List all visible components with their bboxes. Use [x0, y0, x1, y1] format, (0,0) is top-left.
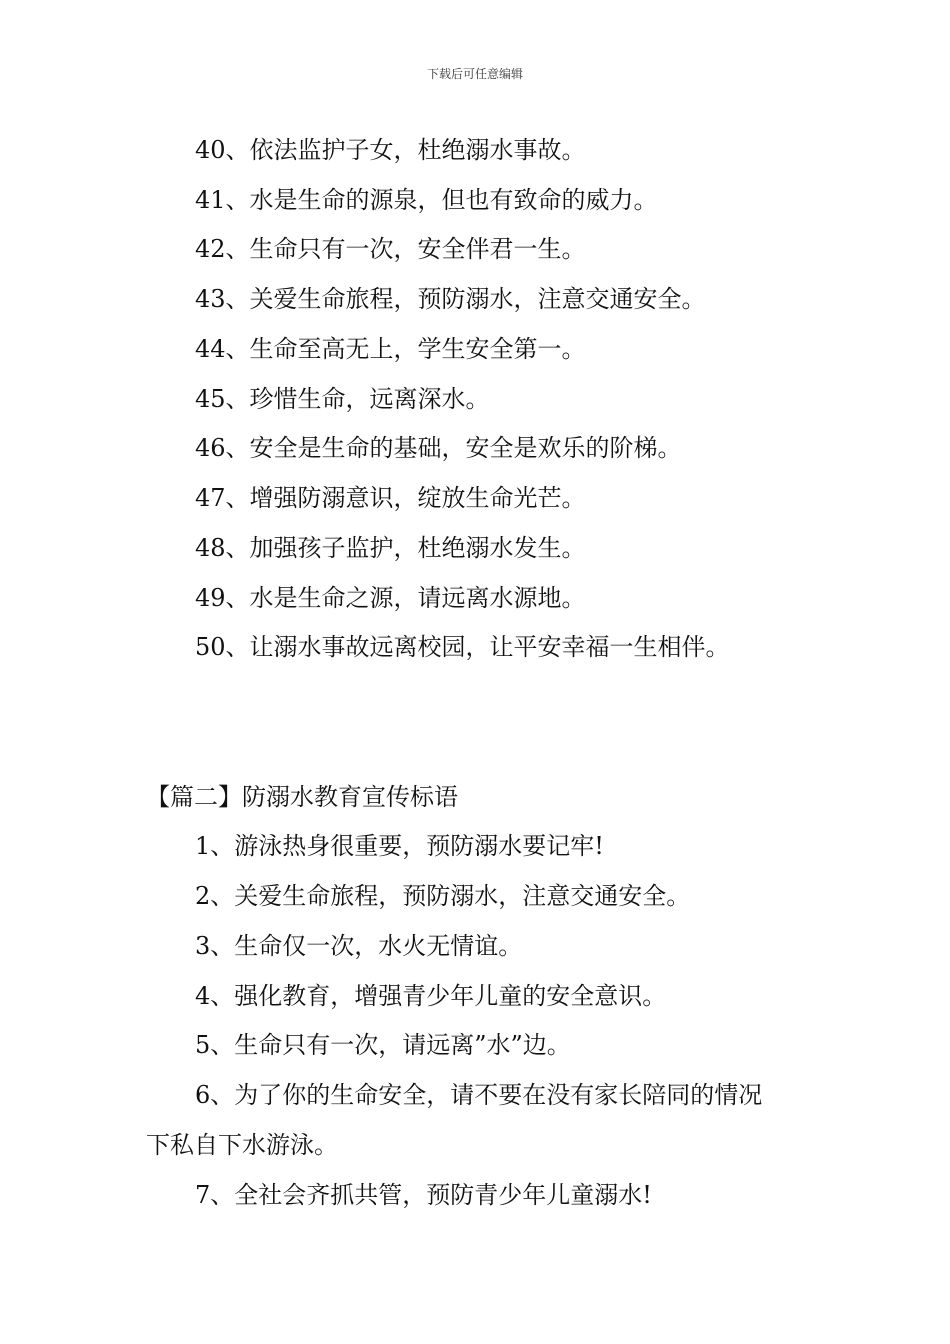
list-item-continuation: 下私自下水游泳。	[146, 1131, 338, 1159]
list-item: 1、游泳热身很重要，预防溺水要记牢!	[195, 832, 604, 860]
list-item: 48、加强孩子监护，杜绝溺水发生。	[195, 534, 586, 562]
list-item: 42、生命只有一次，安全伴君一生。	[195, 235, 586, 263]
list-item: 47、增强防溺意识，绽放生命光芒。	[195, 484, 586, 512]
section-title: 【篇二】防溺水教育宣传标语	[146, 783, 458, 811]
list-item: 49、水是生命之源，请远离水源地。	[195, 584, 586, 612]
list-item: 40、依法监护子女，杜绝溺水事故。	[195, 136, 586, 164]
list-item: 7、全社会齐抓共管，预防青少年儿童溺水!	[195, 1181, 652, 1209]
list-item: 45、珍惜生命，远离深水。	[195, 385, 490, 413]
list-item: 3、生命仅一次，水火无情谊。	[195, 932, 523, 960]
list-item: 46、安全是生命的基础，安全是欢乐的阶梯。	[195, 434, 682, 462]
list-item: 4、强化教育，增强青少年儿童的安全意识。	[195, 982, 667, 1010]
list-item: 2、关爱生命旅程，预防溺水，注意交通安全。	[195, 882, 691, 910]
list-item: 43、关爱生命旅程，预防溺水，注意交通安全。	[195, 285, 706, 313]
list-item: 44、生命至高无上，学生安全第一。	[195, 335, 586, 363]
list-item: 5、生命只有一次，请远离”水”边。	[195, 1031, 571, 1059]
list-item: 50、让溺水事故远离校园，让平安幸福一生相伴。	[195, 633, 730, 661]
list-item: 6、为了你的生命安全，请不要在没有家长陪同的情况	[195, 1081, 763, 1109]
list-item: 41、水是生命的源泉，但也有致命的威力。	[195, 186, 658, 214]
page-header: 下载后可任意编辑	[426, 67, 523, 81]
